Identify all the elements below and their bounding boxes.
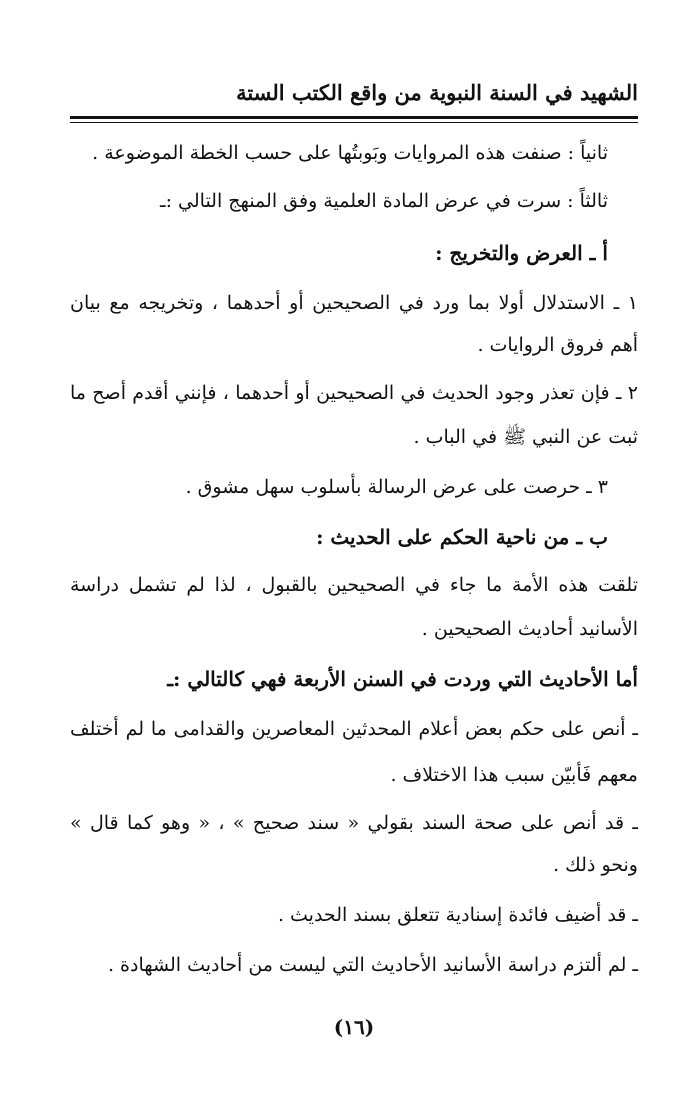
paragraph-second: ثانياً : صنفت هذه المروايات وبَوبتُها على حسب الخطة الموضوعة .	[92, 142, 608, 164]
point-2-line-2: ونحو ذلك .	[553, 854, 638, 876]
point-1-line-1: ـ أنص على حكم بعض أعلام المحدثين المعاصرين والقدامى ما لم أختلف	[70, 718, 638, 740]
point-3: ـ قد أضيف فائدة إسنادية تتعلق بسند الحديث .	[277, 904, 638, 926]
point-4: ـ لم ألتزم دراسة الأسانيد الأحاديث التي ليست من أحاديث الشهادة .	[107, 954, 638, 976]
point-2-line-1: ـ قد أنص على صحة السند بقولي « سند صحيح » ، « وهو كما قال »	[70, 812, 638, 834]
paragraph-b-line-2: الأسانيد أحاديث الصحيحين .	[421, 618, 638, 640]
point-1-line-2: معهم فَأبيّن سبب هذا الاختلاف .	[390, 764, 638, 786]
section-heading-c: أما الأحاديث التي وردت في السنن الأربعة فهي كالتالي :ـ	[167, 667, 638, 691]
header-rule-thick	[70, 116, 638, 119]
item-1-line-2: أهم فروق الروايات .	[477, 334, 638, 356]
page-number: (١٦)	[333, 1015, 375, 1039]
header-rule-thin	[70, 122, 638, 123]
item-2-line-2: ثبت عن النبي ﷺ في الباب .	[413, 426, 638, 448]
paragraph-third: ثالثاً : سرت في عرض المادة العلمية وفق المنهج التالي :ـ	[160, 190, 608, 212]
item-1-line-1: ١ ـ الاستدلال أولا بما ورد في الصحيحين أو أحدهما ، وتخريجه مع بيان	[70, 292, 638, 314]
item-2-line-1: ٢ ـ فإن تعذر وجود الحديث في الصحيحين أو أحدهما ، فإنني أقدم أصح ما	[70, 382, 638, 404]
section-heading-a: أ ـ العرض والتخريج :	[435, 241, 608, 265]
book-page	[70, 0, 638, 1114]
running-header: الشهيد في السنة النبوية من واقع الكتب الستة	[236, 80, 638, 105]
section-heading-b: ب ـ من ناحية الحكم على الحديث :	[316, 525, 608, 549]
item-3: ٣ ـ حرصت على عرض الرسالة بأسلوب سهل مشوق .	[185, 476, 608, 498]
paragraph-b-line-1: تلقت هذه الأمة ما جاء في الصحيحين بالقبول ، لذا لم تشمل دراسة	[70, 574, 638, 596]
